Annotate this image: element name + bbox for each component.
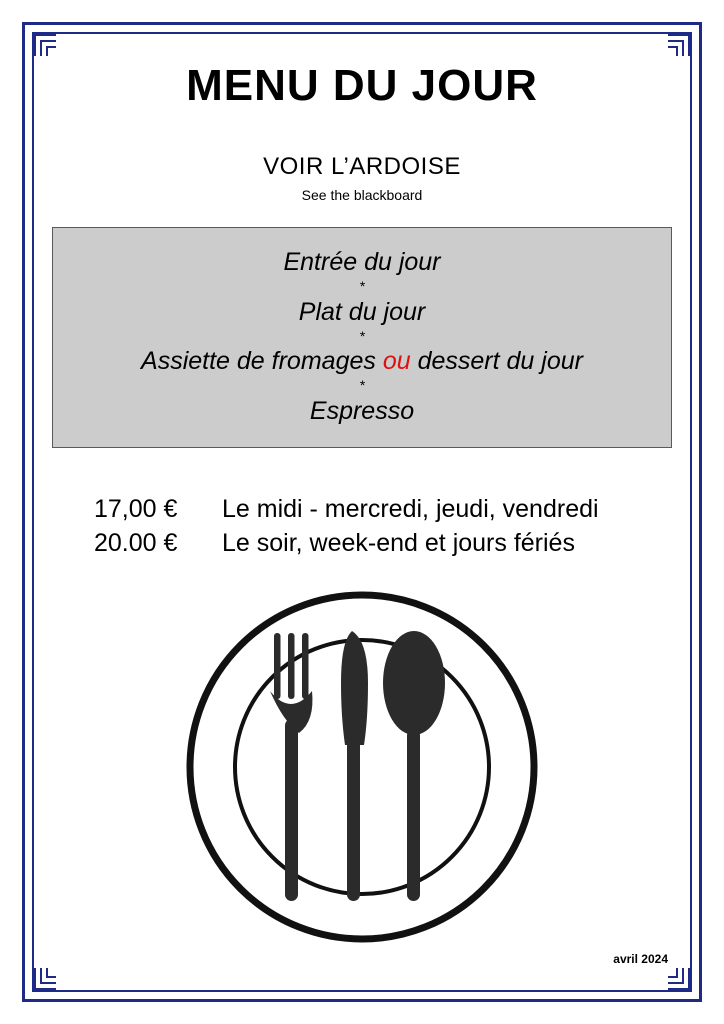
menu-courses-box (52, 227, 672, 447)
price-description: Le soir, week-end et jours fériés (222, 529, 575, 558)
course-coffee: Espresso (309, 396, 415, 425)
course-cheese-or-dessert (63, 345, 661, 377)
price-row (94, 526, 680, 561)
course-separator-1: * (359, 278, 365, 295)
price-list (94, 492, 680, 561)
course-starter: Entrée du jour (283, 248, 441, 277)
plate-illustration (44, 587, 680, 947)
menu-page (44, 44, 680, 980)
course-separator-3: * (359, 377, 365, 394)
course-cheese-label: Assiette de fromages (141, 347, 376, 376)
course-dessert-label: dessert du jour (417, 347, 583, 376)
price-amount: 20.00 € (94, 529, 178, 558)
price-description: Le midi - mercredi, jeudi, vendredi (222, 494, 599, 523)
subtitle-english: See the blackboard (301, 187, 423, 204)
subtitle-french: VOIR L’ARDOISE (263, 153, 461, 181)
course-or-conjunction: ou (382, 347, 411, 376)
price-row (94, 492, 680, 527)
plate-fork-knife-spoon-icon (182, 587, 542, 947)
course-separator-2: * (359, 327, 365, 344)
footer-date: avril 2024 (613, 952, 668, 966)
page-title: MENU DU JOUR (186, 61, 538, 110)
course-main: Plat du jour (298, 297, 426, 326)
price-amount: 17,00 € (94, 494, 178, 523)
